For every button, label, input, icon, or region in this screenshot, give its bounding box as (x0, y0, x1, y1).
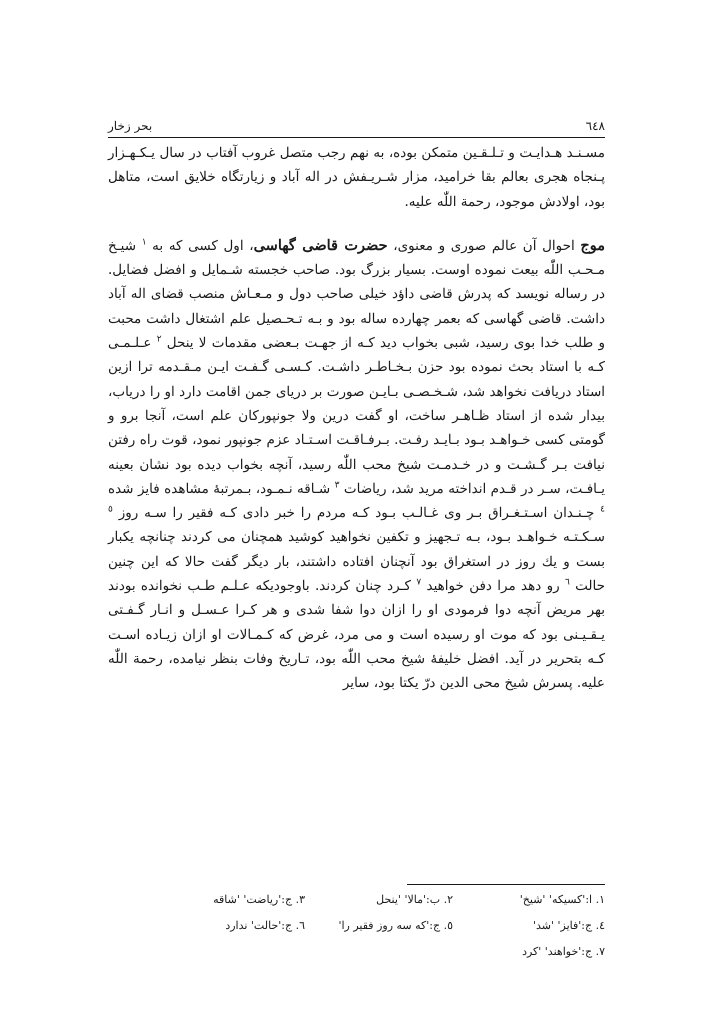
body-text-run: است، متاهل بود، اولادش موجود، رحمة اللّٰه عليه. (108, 169, 605, 210)
body-text-run: روز (112, 505, 145, 522)
body-text-run: شيـخ مـحـب اللّٰه بيعت نموده اوست. بسيار بزرگ بود. صاحب خجسته (108, 237, 606, 279)
body-text-run: ، اول كسى (188, 237, 254, 254)
footnotes (108, 893, 605, 971)
footnote-entry: ٢. ب:'مالا' 'ينحل (376, 893, 453, 906)
body-text-run: سـكـتـه خـواهـد بـود، بـه تـجهيز و تكفين نخواهيد كوشيد همچنان مى كردند (180, 529, 605, 546)
body-text-run: چنانچه يكبار بست و يك روز در استغراق بود آنچنان افتاده داشتند، بار ديگر گفت (108, 529, 605, 570)
header-rule (108, 137, 605, 138)
body-text-run: يـكـهـزار پـنجاه هجرى بعالم بقا خراميد، مزار شـريـفش در اله آباد و زيارتگاه خلايق (108, 145, 605, 186)
footnote-marker: ٦ (564, 577, 570, 588)
body-text-run: يـافـت، سـر در قـدم انداخته مريد شد، رياضات (339, 480, 605, 497)
footnote-marker: ٥ (108, 504, 113, 515)
page-number: ٦٤٨ (585, 119, 605, 133)
body-text-run: شـمايل و افضل فضايل. در رساله نويسد كه پدرش قاضى داؤد خيلى صاحب دول (108, 262, 605, 303)
running-header (108, 119, 605, 139)
body-text-run: حالا كه اين چنين حالت (108, 553, 605, 595)
footnote-entry: ٥. ج:'كه سه روز فقير را' (338, 919, 453, 932)
body-text-run: كـرد چنان كردند. باوجوديكه (255, 578, 417, 595)
body-text-run: احوال آن عالم صورى و معنوى، (387, 237, 581, 254)
body-text-run: عـلـم طـب نخوانده بودند بهر مريض آنچه دوا فرمودى او را ازان دوا شفا شدى و هر (108, 578, 605, 619)
body-text-run: بـر گـشـت و در خـدمـت شيخ محب اللّٰه رسيد، آنچه بخواب ديده بود نشان بعينه (108, 456, 574, 473)
bold-heading-text: حضرت قاضى گهاسى (253, 236, 388, 254)
body-text-run: چـنـدان اسـتـغـراق بـر وى غـالـب بـود كـه مردم را خبر دادى كـه فقير را سـه (144, 505, 601, 522)
footnote-row (108, 919, 605, 945)
footnote-entry: ٧. ج:'خواهند' 'كرد (522, 945, 605, 958)
body-text-run: شده (108, 480, 138, 497)
bold-heading-text: موج (580, 236, 606, 254)
footnote-marker: ١ (141, 237, 147, 248)
body-text-run: عـلـمـى كـه با استاد بحث نموده بود حزن (108, 335, 605, 376)
body-text-run: شـخـصـى بـايـن صورت بر درياى جمن اقامت دارد او را درياب، بيدار شده از استاد (108, 383, 605, 424)
footnote-row (108, 945, 605, 971)
paragraph (108, 141, 605, 214)
body-text-run: كه به (146, 237, 189, 254)
paragraph-gap (108, 214, 605, 234)
footnote-row (108, 893, 605, 919)
footnote-marker: ٢ (156, 334, 162, 345)
body-text-run: بـه تـحـصيل علم اشتغال داشت محبت و طلب خدا بوى رسيد، شبى بخواب ديد (108, 310, 605, 352)
body-text-run: كـه از جهـت بـعضى مقدمات لا ينحل (161, 335, 381, 352)
paragraph (108, 234, 605, 696)
body-text-run: رو دهد مرا دفن خواهيد (421, 578, 565, 595)
footnote-entry: ١. ا:'كسيكه' 'شيخ' (519, 893, 605, 906)
body-text-run: كـرا عـسـل و انـار گـفـتى يـقـيـنى بود كه موت او رسيده است و مى مرد، غرض كه (108, 602, 606, 643)
footnote-entry: ٦. ج:'حالت' ندارد (225, 919, 305, 932)
body-text (108, 141, 605, 696)
footnote-marker: ٣ (334, 480, 340, 491)
book-title: بحر زخار (108, 119, 153, 133)
footnote-marker: ٧ (416, 577, 422, 588)
footnote-rule (407, 884, 605, 885)
body-text-run: و مـعـاش منصب قضاى اله آباد داشت. قاضى گهاسى كه بعمر چهارده ساله بود و (108, 286, 605, 327)
footnote-entry: ٤. ج:'فايز' 'شد' (532, 919, 605, 932)
body-text-run: شـاقه نـمـود، بـمرتبهٔ مشاهده فايز (137, 480, 335, 497)
body-text-run: ظـاهـر ساخت، او گفت درين ولا جونپوركان علم است، آنجا برو و گومتى كسى (108, 407, 605, 449)
footnote-marker: ٤ (600, 504, 605, 515)
body-text-run: كـمـالات او ازان زيـاده اسـت كـه بتحرير در آيد. افضل خليفهٔ شيخ محب اللّٰه بود، (108, 626, 605, 667)
body-text-run: بـخـاطـر داشـت. كـسـى گـفـت ايـن مـقـدمه ترا ازين استاد دريافت نخواهد شد، (108, 359, 606, 400)
body-text-run: مسـنـد هـدايـت و تـلـقـين متمكن بوده، به نهم رجب متصل غروب آفتاب در سال (159, 145, 605, 161)
body-text-run: تـاريخ وفات بنظر نيامده، رحمة اللّٰه عليه. پسرش شيخ محى الدين درّ يكتا بود، ساير (108, 650, 605, 692)
body-text-run: خـواهـد بـود بـايـد رفـت. بـرفـاقـت اسـتـاد عزم جونپور نمود، قوت راه رفتن نيافت (108, 432, 605, 473)
footnote-entry: ٣. ج:'رياضت' 'شاقه (213, 893, 305, 906)
